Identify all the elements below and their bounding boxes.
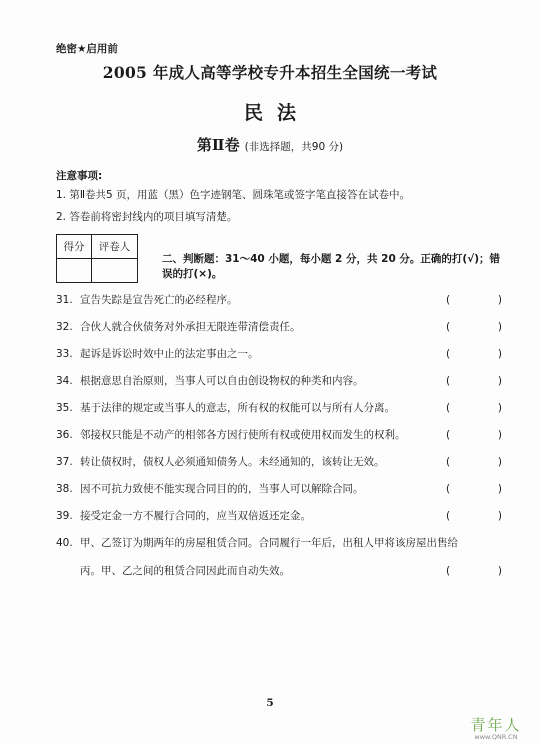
watermark-url: www.QNR.CN [474,733,518,741]
question-text: 接受定金一方不履行合同的，应当双倍返还定金。 [80,510,311,522]
question-text: 基于法律的规定或当事人的意志，所有权的权能可以与所有人分离。 [80,402,395,414]
question-text: 邻接权只能是不动产的相邻各方因行使所有权或使用权而发生的权利。 [80,429,406,441]
question-text: 丙。甲、乙之间的租赁合同因此而自动失效。 [80,565,290,577]
volume-title: 第Ⅱ卷 [196,136,240,154]
secret-mark: 绝密★启用前 [56,43,118,55]
question-35: 35. 基于法律的规定或当事人的意志，所有权的权能可以与所有人分离。 ( ) [56,402,502,414]
question-text: 转让债权时，债权人必须通知债务人。未经通知的，该转让无效。 [80,456,385,468]
exam-title: 2005 年成人高等学校专升本招生全国统一考试 [102,63,438,82]
question-number: 38. [56,483,73,495]
section-heading: 二、判断题：31～40 小题，每小题 2 分，共 20 分。正确的打(√)；错误的打(×)。 [162,253,501,280]
question-40 [56,535,508,551]
question-number: 39. [56,510,73,522]
question-text: 因不可抗力致使不能实现合同目的的，当事人可以解除合同。 [80,483,364,495]
question-number: 36. [56,429,73,441]
volume-note: (非选择题，共90 分) [244,141,344,153]
question-text: 宣告失踪是宣告死亡的必经程序。 [80,294,238,306]
watermark-logo: 青年人 [470,716,522,734]
question-34: 34. 根据意思自治原则，当事人可以自由创设物权的种类和内容。 ( ) [56,375,502,387]
question-36: 36. 邻接权只能是不动产的相邻各方因行使所有权或使用权而发生的权利。 ( ) [56,429,502,441]
question-40-continuation: 丙。甲、乙之间的租赁合同因此而自动失效。 ( ) [80,565,502,577]
question-number: 40. [56,537,73,549]
question-text: 起诉是诉讼时效中止的法定事由之一。 [80,348,259,360]
note-item: 1. 第Ⅱ卷共5 页，用蓝（黑）色字迹钢笔、圆珠笔或签字笔直接答在试卷中。 [56,189,411,201]
question-31: 31. 宣告失踪是宣告死亡的必经程序。 ( ) [56,294,502,306]
score-cell[interactable] [57,259,92,283]
notes-heading: 注意事项: [56,170,103,182]
note-item: 2. 答卷前将密封线内的项目填写清楚。 [56,211,238,223]
question-number: 33. [56,348,73,360]
watermark [456,717,536,741]
page-number: 5 [266,697,274,709]
question-39: 39. 接受定金一方不履行合同的，应当双倍返还定金。 ( ) [56,510,502,522]
question-number: 31. [56,294,73,306]
volume-heading [0,134,540,155]
question-37: 37. 转让债权时，债权人必须通知债务人。未经通知的，该转让无效。 ( ) [56,456,502,468]
grader-cell[interactable] [92,259,138,283]
subject-title: 民法 [243,102,310,124]
question-number: 34. [56,375,73,387]
question-text: 根据意思自治原则，当事人可以自由创设物权的种类和内容。 [80,375,364,387]
question-text: 合伙人就合伙债务对外承担无限连带清偿责任。 [80,321,301,333]
grader-label: 评卷人 [92,235,138,259]
question-number: 37. [56,456,73,468]
question-text: 甲、乙签订为期两年的房屋租赁合同。合同履行一年后，出租人甲将该房屋出售给 [80,537,458,549]
question-38: 38. 因不可抗力致使不能实现合同目的的，当事人可以解除合同。 ( ) [56,483,502,495]
question-number: 35. [56,402,73,414]
score-table [56,234,138,283]
question-33: 33. 起诉是诉讼时效中止的法定事由之一。 ( ) [56,348,502,360]
question-number: 32. [56,321,73,333]
question-32: 32. 合伙人就合伙债务对外承担无限连带清偿责任。 ( ) [56,321,502,333]
score-table-entry-row [57,259,138,283]
score-table-header-row [57,235,138,259]
score-label: 得分 [57,235,92,259]
